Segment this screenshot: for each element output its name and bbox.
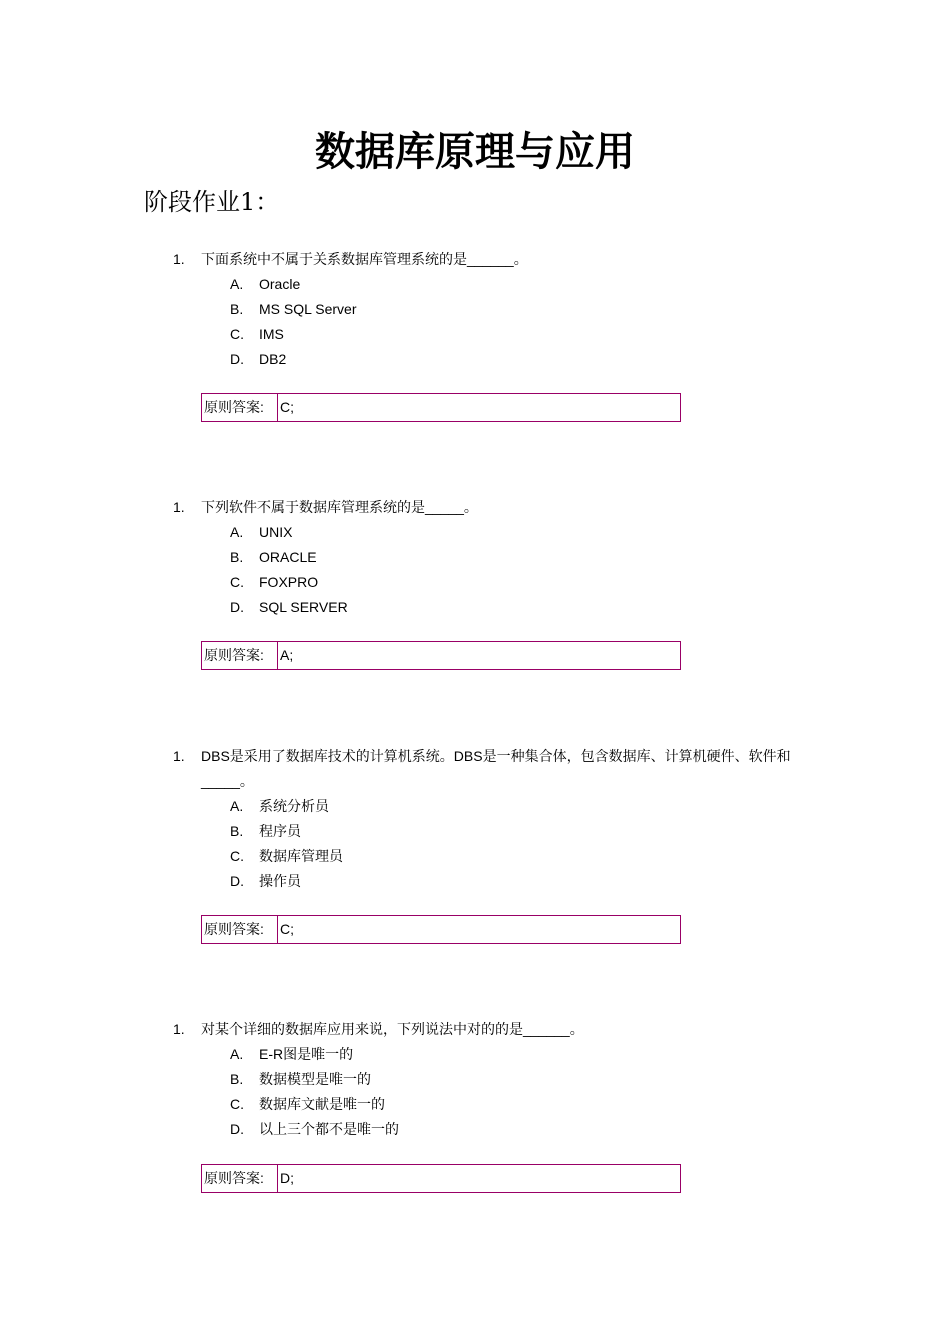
option-text: DB2 [259, 351, 287, 367]
option-letter: B. [230, 301, 244, 317]
option-text: ORACLE [259, 549, 317, 565]
option-text: E-R图是唯一的 [259, 1046, 354, 1062]
option-row [0, 819, 950, 844]
question-text: DBS是采用了数据库技术的计算机系统。DBS是一种集合体，包含数据库、计算机硬件、软件和_____。 [201, 748, 791, 789]
document-title: 数据库原理与应用 [315, 128, 635, 175]
question-text: 下列软件不属于数据库管理系统的是_____。 [201, 499, 478, 515]
option-text: MS SQL Server [259, 301, 357, 317]
option-letter: C. [230, 574, 244, 590]
option-text: FOXPRO [259, 574, 319, 590]
question-text: 对某个详细的数据库应用来说，下列说法中对的的是______。 [201, 1021, 584, 1037]
option-text: IMS [259, 326, 284, 342]
option-row [0, 1117, 950, 1142]
option-letter: B. [230, 549, 244, 565]
option-text: 以上三个都不是唯一的 [259, 1121, 399, 1137]
answer-label: 原则答案: [202, 916, 278, 943]
option-row [0, 570, 950, 595]
question-block [0, 495, 950, 620]
option-letter: C. [230, 326, 244, 342]
option-row [0, 520, 950, 545]
question-number: 1. [173, 251, 185, 267]
option-row [0, 1067, 950, 1092]
option-text: 操作员 [259, 873, 301, 889]
answer-box [201, 393, 681, 422]
option-row [0, 794, 950, 819]
option-row [0, 1042, 950, 1067]
option-text: SQL SERVER [259, 599, 348, 615]
option-letter: C. [230, 1096, 244, 1112]
question-number: 1. [173, 748, 185, 764]
answer-value: C; [280, 921, 294, 937]
option-text: 程序员 [259, 823, 301, 839]
question-number: 1. [173, 499, 185, 515]
option-letter: A. [230, 524, 244, 540]
option-row [0, 347, 950, 372]
option-row [0, 1092, 950, 1117]
option-letter: A. [230, 798, 244, 814]
answer-value: D; [280, 1170, 294, 1186]
option-row [0, 545, 950, 570]
option-letter: D. [230, 599, 244, 615]
option-row [0, 272, 950, 297]
option-row [0, 595, 950, 620]
option-text: 系统分析员 [259, 798, 329, 814]
option-letter: D. [230, 1121, 244, 1137]
option-text: UNIX [259, 524, 293, 540]
section-heading: 阶段作业1： [144, 188, 280, 216]
option-text: 数据库文献是唯一的 [259, 1096, 385, 1112]
option-letter: B. [230, 823, 244, 839]
answer-label: 原则答案: [202, 394, 278, 421]
question-block [0, 1017, 950, 1142]
question-text: 下面系统中不属于关系数据库管理系统的是______。 [201, 251, 528, 267]
question-block [0, 247, 950, 372]
option-row [0, 297, 950, 322]
answer-box [201, 915, 681, 944]
option-letter: A. [230, 276, 244, 292]
option-letter: D. [230, 873, 244, 889]
option-letter: C. [230, 848, 244, 864]
question-row [0, 744, 950, 794]
option-letter: A. [230, 1046, 244, 1062]
answer-value: C; [280, 399, 294, 415]
answer-box [201, 641, 681, 670]
question-number: 1. [173, 1021, 185, 1037]
option-row [0, 844, 950, 869]
question-row [0, 495, 950, 520]
option-letter: B. [230, 1071, 244, 1087]
option-row [0, 869, 950, 894]
option-text: 数据模型是唯一的 [259, 1071, 371, 1087]
answer-box [201, 1164, 681, 1193]
option-text: Oracle [259, 276, 301, 292]
answer-label: 原则答案: [202, 642, 278, 669]
option-letter: D. [230, 351, 244, 367]
option-row [0, 322, 950, 347]
question-block [0, 744, 950, 894]
answer-value: A; [280, 647, 294, 663]
answer-label: 原则答案: [202, 1165, 278, 1192]
question-row [0, 247, 950, 272]
option-text: 数据库管理员 [259, 848, 343, 864]
question-row [0, 1017, 950, 1042]
